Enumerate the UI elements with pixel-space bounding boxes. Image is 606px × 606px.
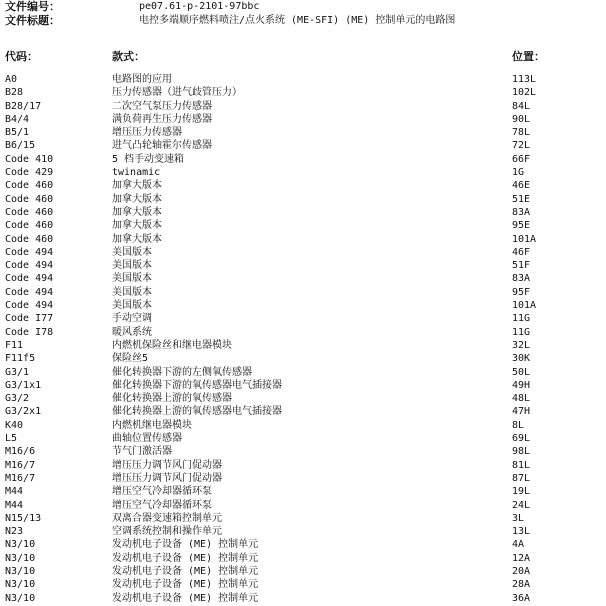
table-row xyxy=(5,312,601,325)
component-code: B28/17 xyxy=(5,100,42,112)
component-code: Code 494 xyxy=(5,273,54,285)
component-code: M16/6 xyxy=(5,446,36,458)
table-row xyxy=(5,193,601,206)
component-description: 增压空气冷却器循环泵 xyxy=(112,499,212,511)
component-position: 4A xyxy=(512,539,525,551)
table-row xyxy=(5,432,601,445)
component-code: Code 494 xyxy=(5,246,54,258)
column-headers xyxy=(5,48,601,64)
component-position: 113L xyxy=(512,74,537,85)
component-code: F11f5 xyxy=(5,353,36,365)
table-row xyxy=(5,100,601,113)
component-code: F11 xyxy=(5,339,24,351)
component-position: 8L xyxy=(512,419,525,431)
table-row xyxy=(5,139,601,152)
table-row xyxy=(5,592,601,605)
component-position: 101A xyxy=(512,300,537,312)
component-position: 69L xyxy=(512,433,531,445)
component-code: A0 xyxy=(5,74,18,85)
component-code: M16/7 xyxy=(5,459,36,471)
component-code: Code 494 xyxy=(5,286,54,298)
table-row xyxy=(5,512,601,525)
component-description: 暖风系统 xyxy=(112,326,152,338)
component-code: N3/10 xyxy=(5,552,36,564)
position-column-header: 位置： xyxy=(512,50,545,63)
component-description: 发动机电子设备 (ME) 控制单元 xyxy=(112,539,259,551)
table-row xyxy=(5,259,601,272)
table-row xyxy=(5,459,601,472)
component-position: 20A xyxy=(512,565,531,577)
component-position: 51E xyxy=(512,193,531,205)
component-code: Code 460 xyxy=(5,233,54,245)
component-position: 28A xyxy=(512,579,531,591)
component-position: 46E xyxy=(512,180,531,192)
component-description: 催化转换器下游的左侧氧传感器 xyxy=(112,366,252,378)
table-row xyxy=(5,299,601,312)
component-position: 19L xyxy=(512,486,531,498)
component-position: 30K xyxy=(512,353,531,365)
component-code: Code 460 xyxy=(5,206,54,218)
component-position: 11G xyxy=(512,313,531,325)
component-code: N15/13 xyxy=(5,512,42,524)
component-position: 101A xyxy=(512,233,537,245)
component-code: Code 494 xyxy=(5,300,54,312)
component-position: 50L xyxy=(512,366,531,378)
component-description: 二次空气泵压力传感器 xyxy=(112,100,212,112)
component-position: 36A xyxy=(512,592,531,604)
component-description: 催化转换器上游的氧传感器 xyxy=(112,393,232,405)
table-row xyxy=(5,272,601,285)
component-code: M44 xyxy=(5,486,24,498)
component-description: 美国版本 xyxy=(112,246,152,258)
component-code: G3/2x1 xyxy=(5,406,42,418)
component-description: 加拿大版本 xyxy=(112,193,162,205)
component-code: M16/7 xyxy=(5,472,36,484)
component-position: 72L xyxy=(512,140,531,152)
component-position: 95E xyxy=(512,220,531,232)
table-row xyxy=(5,392,601,405)
component-code: B4/4 xyxy=(5,113,30,125)
component-code: Code I78 xyxy=(5,326,54,338)
component-description: 美国版本 xyxy=(112,273,152,285)
component-description: 节气门激活器 xyxy=(112,446,172,458)
component-code: G3/1 xyxy=(5,366,30,378)
component-description: 进气凸轮轴霍尔传感器 xyxy=(112,140,212,152)
component-position: 46F xyxy=(512,246,531,258)
component-description: 5 档手动变速箱 xyxy=(112,153,185,165)
component-description: 催化转换器下游的氧传感器电气插接器 xyxy=(112,379,282,391)
component-code: Code 460 xyxy=(5,180,54,192)
component-position: 102L xyxy=(512,87,537,99)
component-code: N3/10 xyxy=(5,592,36,604)
table-row xyxy=(5,153,601,166)
component-position: 84L xyxy=(512,100,531,112)
component-position: 1G xyxy=(512,167,525,179)
table-row xyxy=(5,485,601,498)
component-description: 空调系统控制和操作单元 xyxy=(112,526,222,538)
component-description: 电路图的应用 xyxy=(112,74,172,85)
component-description: 发动机电子设备 (ME) 控制单元 xyxy=(112,579,259,591)
table-row xyxy=(5,565,601,578)
component-position: 83A xyxy=(512,206,531,218)
component-description: 保险丝5 xyxy=(112,353,149,365)
component-description: 内燃机继电器模块 xyxy=(112,419,192,431)
component-description: 发动机电子设备 (ME) 控制单元 xyxy=(112,552,259,564)
component-position: 3L xyxy=(512,512,525,524)
component-list xyxy=(5,73,601,605)
table-row xyxy=(5,113,601,126)
component-position: 66F xyxy=(512,153,531,165)
table-row xyxy=(5,179,601,192)
component-description: 发动机电子设备 (ME) 控制单元 xyxy=(112,565,259,577)
table-row xyxy=(5,286,601,299)
component-code: B6/15 xyxy=(5,140,36,152)
component-position: 13L xyxy=(512,526,531,538)
component-code: B5/1 xyxy=(5,127,30,139)
table-row xyxy=(5,233,601,246)
document-header xyxy=(5,0,601,28)
table-row xyxy=(5,525,601,538)
component-description: 美国版本 xyxy=(112,260,152,272)
component-position: 98L xyxy=(512,446,531,458)
component-description: 加拿大版本 xyxy=(112,206,162,218)
component-description: 增压压力调节风门促动器 xyxy=(112,459,222,471)
table-row xyxy=(5,86,601,99)
component-position: 78L xyxy=(512,127,531,139)
table-row xyxy=(5,219,601,232)
table-row xyxy=(5,166,601,179)
component-description: 催化转换器上游的氧传感器电气插接器 xyxy=(112,406,282,418)
component-position: 95F xyxy=(512,286,531,298)
table-row xyxy=(5,352,601,365)
table-row xyxy=(5,246,601,259)
table-row xyxy=(5,405,601,418)
table-row xyxy=(5,206,601,219)
component-code: N3/10 xyxy=(5,579,36,591)
component-description: 发动机电子设备 (ME) 控制单元 xyxy=(112,592,259,604)
component-code: Code 460 xyxy=(5,193,54,205)
file-number-value: pe07.61-p-2101-97bbc xyxy=(139,1,260,12)
component-position: 51F xyxy=(512,260,531,272)
component-description: 美国版本 xyxy=(112,286,152,298)
component-code: M44 xyxy=(5,499,24,511)
table-row xyxy=(5,326,601,339)
component-code: G3/1x1 xyxy=(5,379,42,391)
component-position: 47H xyxy=(512,406,531,418)
component-description: twinamic xyxy=(112,167,161,179)
table-row xyxy=(5,126,601,139)
component-description: 增压压力传感器 xyxy=(112,127,182,139)
table-row xyxy=(5,73,601,86)
table-row xyxy=(5,366,601,379)
component-code: B28 xyxy=(5,87,24,99)
component-position: 48L xyxy=(512,393,531,405)
file-number-row xyxy=(5,0,601,14)
table-row xyxy=(5,578,601,591)
component-code: Code I77 xyxy=(5,313,54,325)
component-description: 双离合器变速箱控制单元 xyxy=(112,512,222,524)
component-position: 49H xyxy=(512,379,531,391)
component-description: 加拿大版本 xyxy=(112,220,162,232)
component-description: 美国版本 xyxy=(112,300,152,312)
code-column-header: 代码： xyxy=(5,50,38,63)
component-code: K40 xyxy=(5,419,24,431)
table-row xyxy=(5,445,601,458)
table-row xyxy=(5,339,601,352)
component-code: G3/2 xyxy=(5,393,30,405)
component-position: 12A xyxy=(512,552,531,564)
table-row xyxy=(5,538,601,551)
component-description: 满负荷再生压力传感器 xyxy=(112,113,212,125)
file-title-row xyxy=(5,14,601,28)
component-code: N23 xyxy=(5,526,24,538)
table-row xyxy=(5,419,601,432)
component-description: 手动空调 xyxy=(112,313,152,325)
component-position: 90L xyxy=(512,113,531,125)
table-row xyxy=(5,552,601,565)
component-description: 增压空气冷却器循环泵 xyxy=(112,486,212,498)
component-position: 32L xyxy=(512,339,531,351)
component-position: 11G xyxy=(512,326,531,338)
component-description: 压力传感器（进气歧管压力） xyxy=(112,87,242,99)
component-description: 加拿大版本 xyxy=(112,233,162,245)
component-position: 24L xyxy=(512,499,531,511)
component-description: 内燃机保险丝和继电器模块 xyxy=(112,339,232,351)
component-description: 加拿大版本 xyxy=(112,180,162,192)
component-code: Code 460 xyxy=(5,220,54,232)
component-code: N3/10 xyxy=(5,539,36,551)
component-code: Code 494 xyxy=(5,260,54,272)
component-code: Code 410 xyxy=(5,153,54,165)
table-row xyxy=(5,379,601,392)
component-position: 81L xyxy=(512,459,531,471)
component-description: 曲轴位置传感器 xyxy=(112,433,182,445)
model-column-header: 款式： xyxy=(112,50,145,63)
component-code: L5 xyxy=(5,433,18,445)
component-code: Code 429 xyxy=(5,167,54,179)
component-position: 83A xyxy=(512,273,531,285)
file-number-label: 文件编号： xyxy=(5,0,60,13)
table-row xyxy=(5,472,601,485)
file-title-label: 文件标题： xyxy=(5,14,60,27)
table-row xyxy=(5,499,601,512)
component-position: 87L xyxy=(512,472,531,484)
component-code: N3/10 xyxy=(5,565,36,577)
component-description: 增压压力调节风门促动器 xyxy=(112,472,222,484)
file-title-value: 电控多端顺序燃料喷注/点火系统 (ME-SFI) (ME) 控制单元的电路图 xyxy=(139,15,456,26)
